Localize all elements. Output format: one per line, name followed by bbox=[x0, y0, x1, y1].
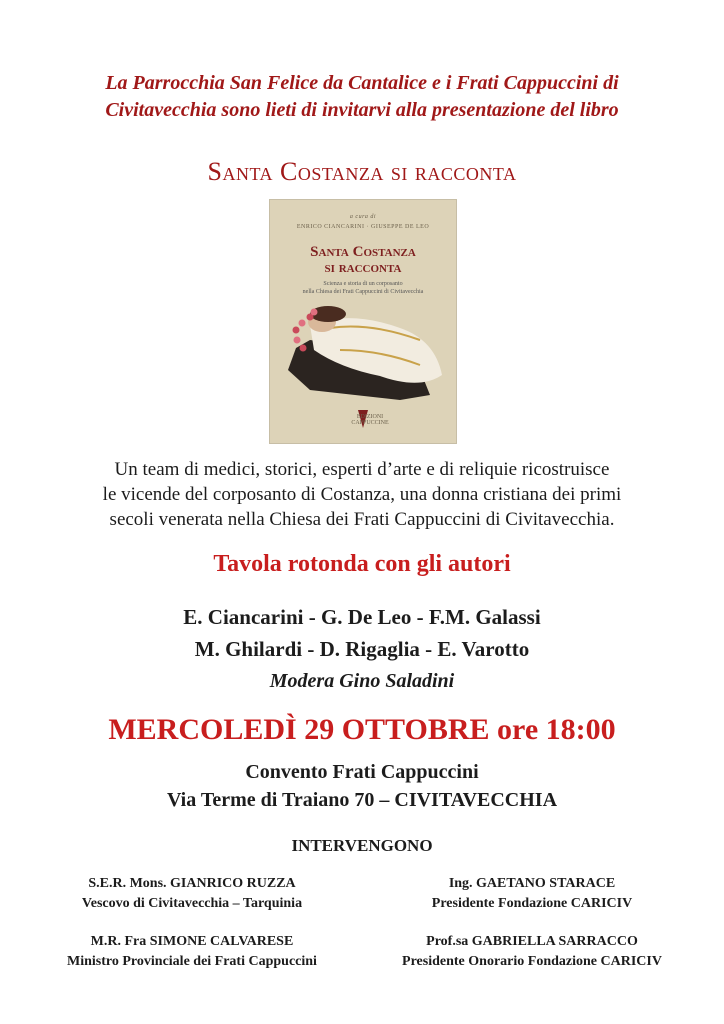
authors-line: E. Ciancarini - G. De Leo - F.M. Galassi bbox=[183, 605, 541, 629]
reclining-saint-figure-icon bbox=[270, 200, 456, 443]
cover-editors-label: a cura di bbox=[349, 214, 377, 220]
authors-list bbox=[0, 601, 724, 665]
round-table-heading: Tavola rotonda con gli autori bbox=[213, 551, 511, 577]
speakers-heading: INTERVENGONO bbox=[291, 836, 433, 855]
venue-line: Via Terme di Traiano 70 – CIVITAVECCHIA bbox=[166, 789, 558, 811]
moderator: Modera Gino Saladini bbox=[269, 670, 455, 692]
authors-line: M. Ghilardi - D. Rigaglia - E. Varotto bbox=[194, 637, 530, 661]
speaker-role: Presidente Fondazione CARICIV bbox=[431, 896, 633, 911]
description-line: Un team di medici, storici, esperti d’arte e di reliquie ricostruisce bbox=[114, 459, 610, 480]
speaker bbox=[22, 932, 362, 972]
cover-publisher: EDIZIONI CAPPUCCINE bbox=[351, 414, 389, 426]
speaker-role: Ministro Provinciale dei Frati Cappuccini bbox=[67, 954, 317, 969]
speaker-name: Ing. GAETANO STARACE bbox=[448, 876, 616, 891]
speaker-role: Presidente Onorario Fondazione CARICIV bbox=[402, 954, 662, 969]
invitation-intro bbox=[0, 70, 724, 124]
event-venue bbox=[0, 758, 724, 814]
speaker bbox=[362, 932, 702, 972]
intro-line: La Parrocchia San Felice da Cantalice e i Frati Cappuccini di bbox=[105, 72, 619, 94]
venue-line: Convento Frati Cappuccini bbox=[245, 761, 479, 783]
book-cover-image bbox=[269, 199, 457, 444]
speaker-name: M.R. Fra SIMONE CALVARESE bbox=[90, 934, 294, 949]
book-description bbox=[0, 457, 724, 532]
speaker-name: Prof.sa GABRIELLA SARRACCO bbox=[426, 934, 638, 949]
speaker-role: Vescovo di Civitavecchia – Tarquinia bbox=[81, 896, 303, 911]
intro-line: Civitavecchia sono lieti di invitarvi alla presentazione del libro bbox=[105, 99, 619, 121]
description-line: le vicende del corposanto di Costanza, una donna cristiana dei primi bbox=[102, 484, 622, 505]
book-title: Santa Costanza si racconta bbox=[207, 157, 517, 186]
description-line: secoli venerata nella Chiesa dei Frati Cappuccini di Civitavecchia. bbox=[109, 509, 615, 530]
event-date: MERCOLEDÌ 29 OTTOBRE ore 18:00 bbox=[108, 713, 616, 746]
cover-editors: ENRICO CIANCARINI · GIUSEPPE DE LEO bbox=[296, 224, 430, 230]
speaker bbox=[22, 874, 362, 914]
speaker bbox=[362, 874, 702, 914]
cover-subtitle: Scienza e storia di un corposanto nella Chiesa dei Frati Cappuccini di Civitavecchia bbox=[302, 281, 424, 295]
cover-title: Santa Costanza si racconta bbox=[310, 244, 416, 276]
speaker-name: S.E.R. Mons. GIANRICO RUZZA bbox=[88, 876, 296, 891]
